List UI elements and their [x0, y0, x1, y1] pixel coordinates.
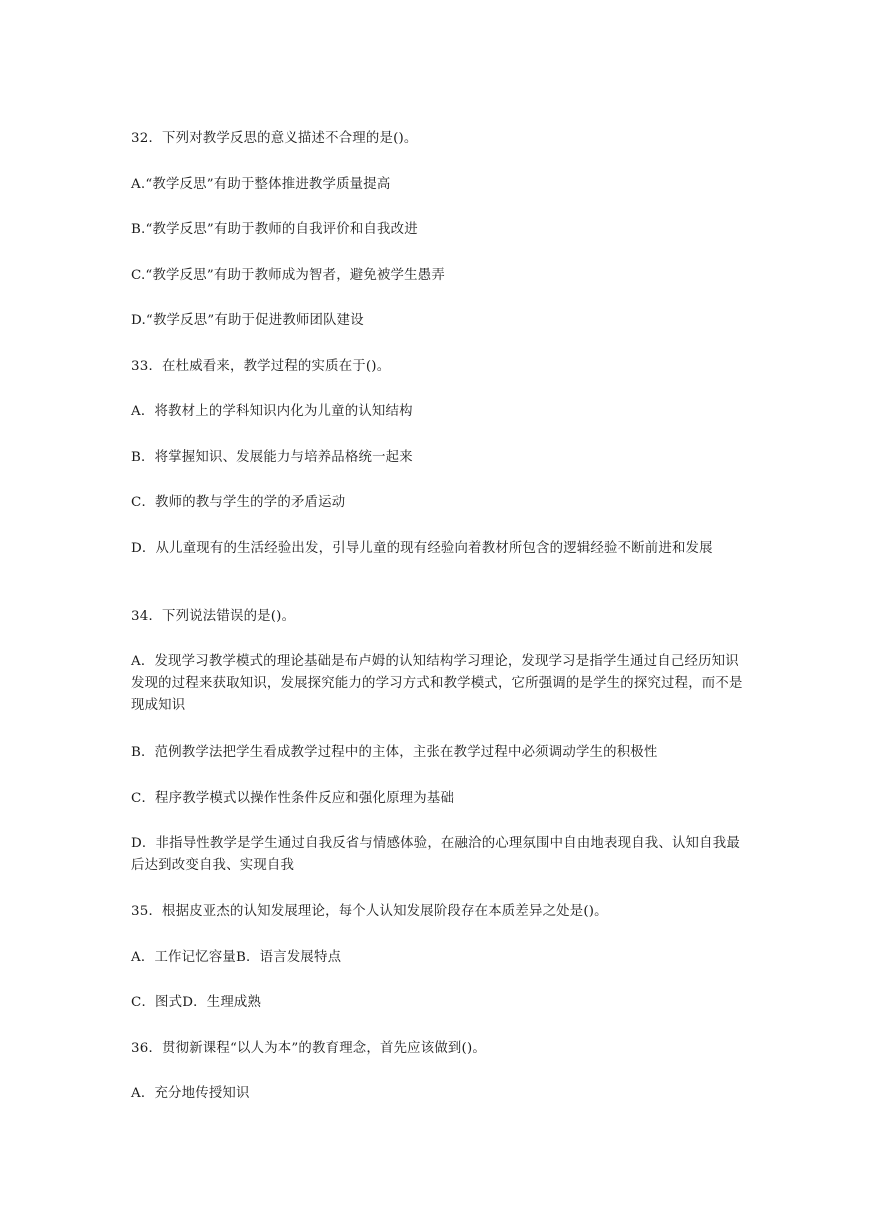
question-33-option-d: D．从儿童现有的生活经验出发，引导儿童的现有经验向着教材所包含的逻辑经验不断前进和发展 — [131, 541, 713, 556]
question-34-option-b: B．范例教学法把学生看成教学过程中的主体，主张在教学过程中必须调动学生的积极性 — [131, 745, 658, 760]
question-32-option-b: B.“教学反思”有助于教师的自我评价和自我改进 — [131, 222, 418, 237]
question-35-options-ab: A．工作记忆容量B．语言发展特点 — [131, 950, 342, 965]
question-36-option-a: A．充分地传授知识 — [131, 1086, 250, 1101]
question-32-option-c: C.“教学反思”有助于教师成为智者，避免被学生愚弄 — [131, 268, 445, 283]
question-34-stem: 34．下列说法错误的是()。 — [131, 609, 296, 624]
question-34-option-a: A．发现学习教学模式的理论基础是布卢姆的认知结构学习理论，发现学习是指学生通过自己经历知识发现的过程来获取知识，发展探究能力的学习方式和教学模式，它所强调的是学生的探究过程，而不是现成知识 — [131, 654, 743, 713]
question-32-stem: 32．下列对教学反思的意义描述不合理的是()。 — [131, 131, 418, 146]
question-33-option-a: A．将教材上的学科知识内化为儿童的认知结构 — [131, 404, 413, 419]
question-33-option-c: C．教师的教与学生的学的矛盾运动 — [131, 495, 346, 510]
question-36-stem: 36．贯彻新课程“以人为本”的教育理念，首先应该做到()。 — [131, 1041, 486, 1056]
question-32-option-d: D.“教学反思”有助于促进教师团队建设 — [131, 313, 364, 328]
question-35-stem: 35．根据皮亚杰的认知发展理论，每个人认知发展阶段存在本质差异之处是()。 — [131, 904, 608, 919]
question-33-option-b: B．将掌握知识、发展能力与培养品格统一起来 — [131, 450, 413, 465]
question-32-option-a: A.“教学反思”有助于整体推进教学质量提高 — [131, 177, 391, 192]
question-33-stem: 33．在杜威看来，教学过程的实质在于()。 — [131, 359, 391, 374]
question-34-option-d: D．非指导性教学是学生通过自我反省与情感体验，在融洽的心理氛围中自由地表现自我、认知自我最后达到改变自我、实现自我 — [131, 836, 740, 873]
question-35-options-cd: C．图式D．生理成熟 — [131, 995, 262, 1010]
question-34-option-c: C．程序教学模式以操作性条件反应和强化原理为基础 — [131, 791, 455, 806]
